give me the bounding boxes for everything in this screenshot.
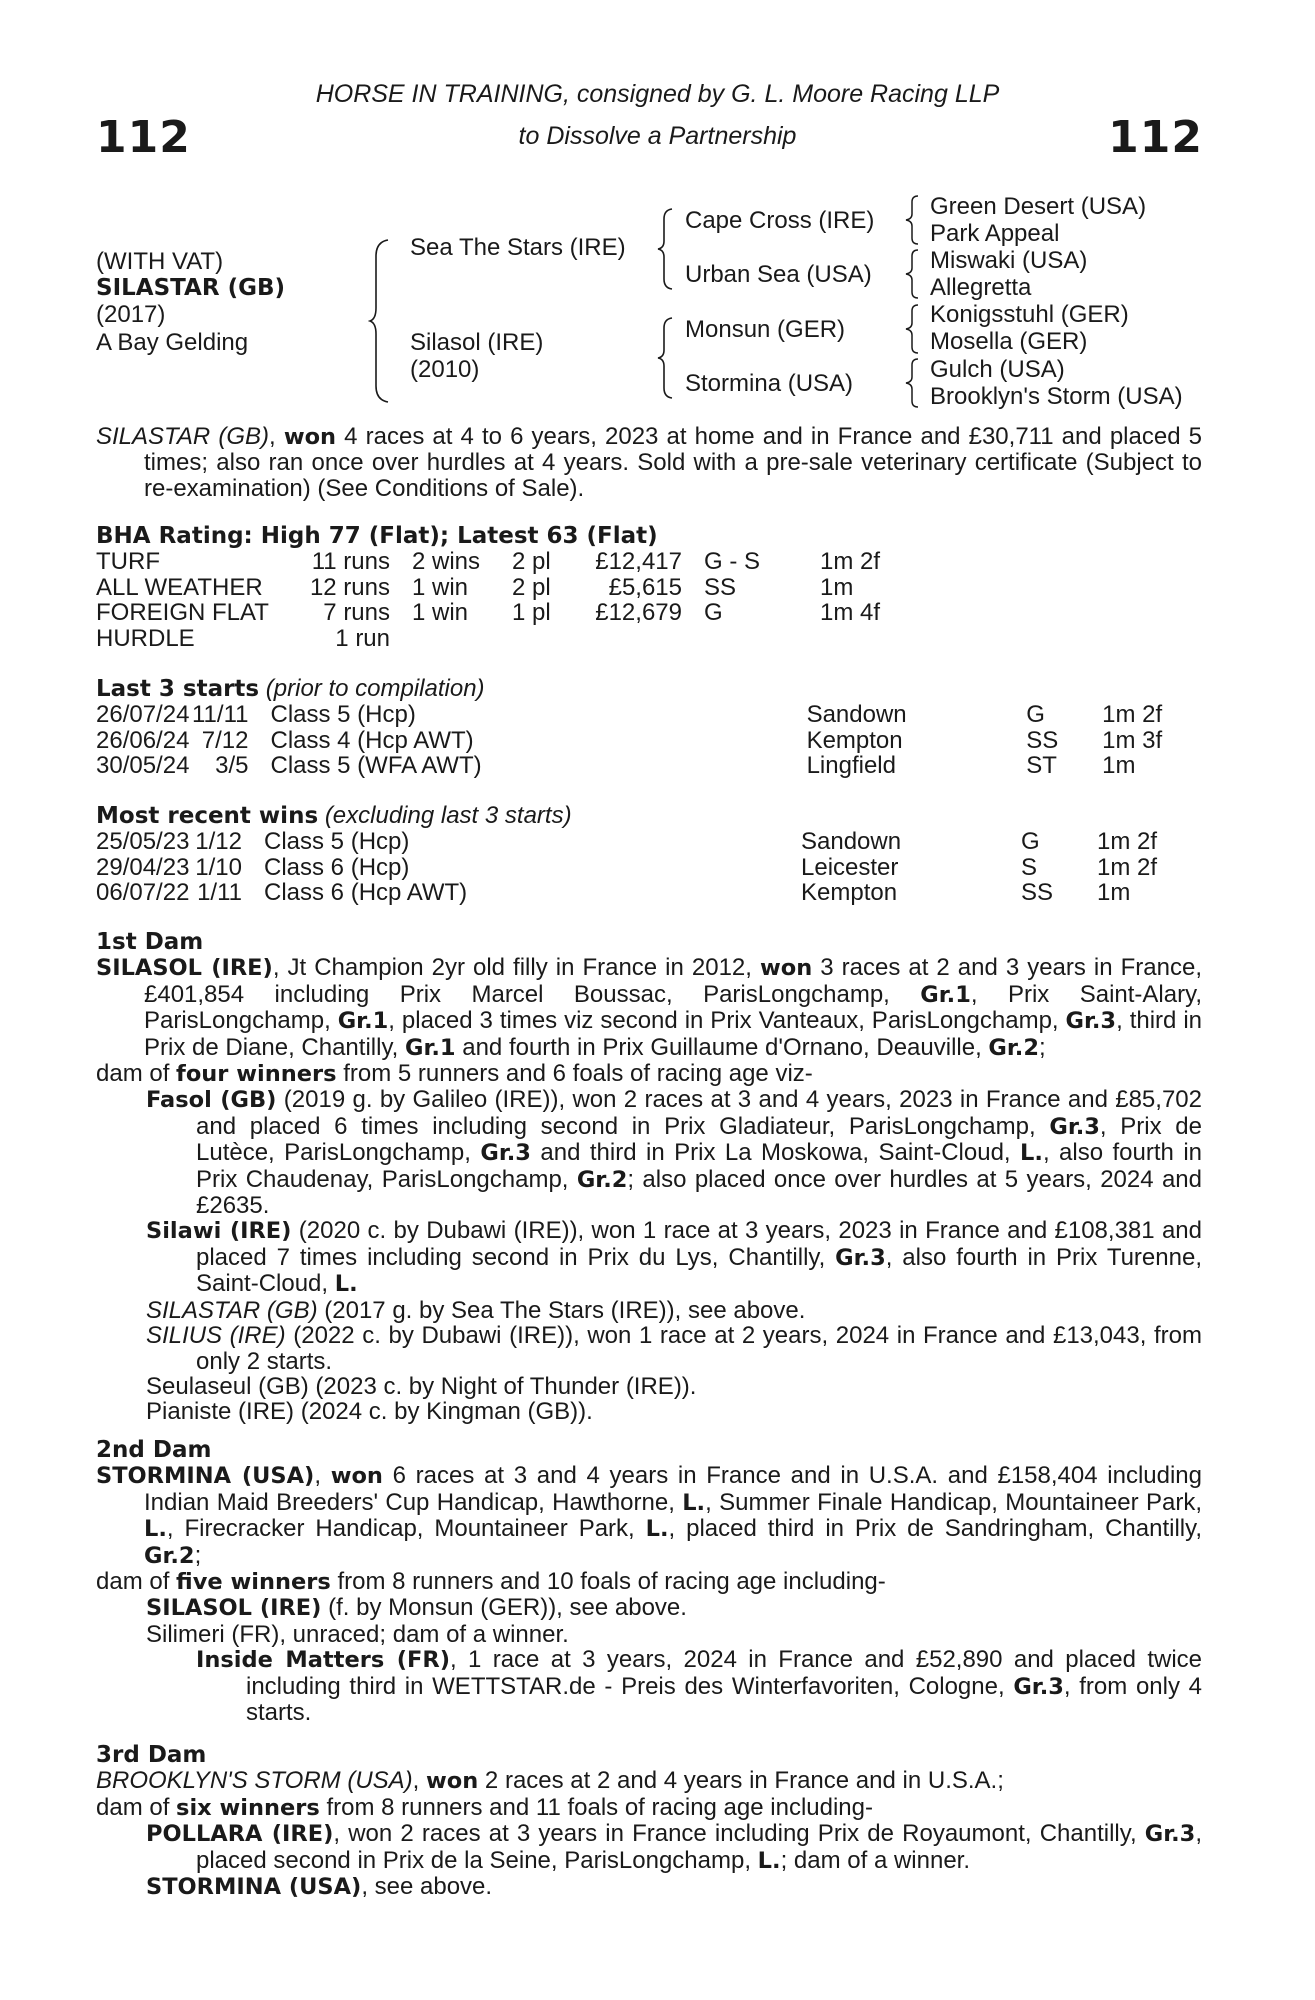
dam1-text: , third in Prix de Diane, Chantilly,: [144, 1007, 1202, 1061]
dam1-produce-line: [96, 1061, 1202, 1087]
dam2-text: ;: [194, 1541, 202, 1569]
dam2-text: , Firecracker Handicap, Mountaineer Park,: [166, 1515, 646, 1543]
last3-cell-course: Sandown: [806, 701, 907, 729]
produce-text: and third in Prix La Moskowa, Saint-Cloud,: [530, 1139, 1021, 1167]
rating-cell-wins: 2 wins: [412, 548, 481, 576]
recent-cell-pos: 1/11: [197, 879, 242, 907]
rating-row: [96, 600, 920, 625]
produce-text: , placed second in Prix de la Seine, ParisLongchamp,: [196, 1820, 1203, 1874]
grade-badge: Gr.3: [1013, 1673, 1064, 1700]
vat-note: (WITH VAT): [96, 248, 224, 275]
recent-cell-dist: 1m: [1097, 879, 1131, 907]
dam2-paragraph: [96, 1463, 1202, 1569]
dam1-text: , placed 3 times viz second in Prix Vanteaux, ParisLongchamp,: [388, 1007, 1066, 1035]
dam-sire: Monsun (GER): [685, 316, 846, 343]
dam2-text: dam of: [96, 1568, 177, 1596]
last3-cell-cls: Class 5 (WFA AWT): [270, 752, 482, 780]
dam2-text: 6 races at 3 and 4 years in France and in U.S.A. and £158,404 including Indian Maid Breeders' Cup Handicap, Hawthorne,: [144, 1462, 1202, 1516]
rating-row: [96, 575, 920, 600]
dam3-produce-line: [96, 1795, 1202, 1821]
last3-section: [96, 676, 1202, 779]
dam1-section: [96, 930, 1202, 1425]
recent-cell-date: 29/04/23: [96, 853, 190, 881]
rating-cell-runs: 7 runs: [323, 599, 390, 627]
dam1-text: , Jt Champion 2yr old filly in France in 2012,: [272, 954, 760, 982]
dam2-title: 2nd Dam: [96, 1437, 212, 1463]
dam2-name: STORMINA (USA): [96, 1463, 315, 1490]
dam3-title: 3rd Dam: [96, 1742, 207, 1768]
dam3-won: won: [426, 1768, 479, 1795]
produce-name: Fasol (GB): [146, 1087, 277, 1114]
last3-row: [96, 728, 1202, 753]
recent-cell-pos: 1/10: [195, 853, 242, 881]
last3-cell-date: 30/05/24: [96, 752, 190, 780]
gg-3: Miswaki (USA): [930, 247, 1088, 274]
produce-fasol: [96, 1087, 1202, 1218]
produce-name: SILASOL (IRE): [146, 1595, 322, 1622]
recent-cell-dist: 1m 2f: [1097, 853, 1158, 881]
intro-text: ,: [269, 423, 284, 450]
header-line-2: to Dissolve a Partnership: [518, 122, 797, 150]
last3-cell-cls: Class 4 (Hcp AWT): [270, 726, 474, 754]
produce-silawi: [96, 1218, 1202, 1297]
rating-cell-type: HURDLE: [96, 624, 195, 652]
rating-cell-wins: 1 win: [412, 573, 469, 601]
rating-cell-type: TURF: [96, 548, 160, 576]
last3-cell-date: 26/07/24: [96, 701, 190, 729]
rating-section: [96, 524, 1202, 651]
produce-silasol: [96, 1595, 1202, 1621]
rating-title: BHA Rating: High 77 (Flat); Latest 63 (Flat): [96, 523, 658, 549]
recent-cell-going: G: [1021, 828, 1040, 856]
gg-8: Brooklyn's Storm (USA): [930, 383, 1183, 410]
recent-cell-going: SS: [1021, 879, 1054, 907]
dam3-text: dam of: [96, 1793, 177, 1821]
rating-cell-runs: 12 runs: [309, 573, 390, 601]
dam1-text: 3 races at 2 and 3 years in France, £401,854 including Prix Marcel Boussac, ParisLongchamp,: [144, 954, 1202, 1008]
last3-cell-dist: 1m: [1102, 752, 1136, 780]
winners-count: four winners: [176, 1061, 337, 1088]
produce-text: (2019 g. by Galileo (IRE)), won 2 races at 3 and 4 years, 2023 in France and £85,702 and placed 6 times including second in Prix Gladiateur, ParisLongchamp,: [196, 1086, 1202, 1140]
grade-badge: Gr.2: [144, 1542, 195, 1569]
rating-cell-dist: 1m 2f: [820, 548, 881, 576]
sire-bracket: [656, 207, 676, 291]
dam1-paragraph: [96, 955, 1202, 1061]
last3-cell-cls: Class 5 (Hcp): [270, 701, 416, 729]
produce-text: , also fourth in Prix Chaudenay, ParisLongchamp,: [196, 1139, 1203, 1193]
intro-paragraph: [96, 424, 1202, 501]
last3-heading: [96, 676, 1202, 702]
sire-sire: Cape Cross (IRE): [685, 207, 875, 234]
recent-table: [96, 829, 1197, 905]
dam3-text: ,: [412, 1767, 426, 1795]
grade-badge: Gr.1: [920, 981, 971, 1008]
gg-6: Mosella (GER): [930, 328, 1088, 355]
gg-7: Gulch (USA): [930, 356, 1065, 383]
produce-text: , 1 race at 3 years, 2024 in France and £52,890 and placed twice including third in WETTSTAR.de - Preis des Winterfavoriten, Cologne,: [246, 1646, 1202, 1700]
grade-badge: Gr.1: [337, 1008, 389, 1035]
gp-bracket-2: [904, 248, 922, 300]
dam1-text: from 5 runners and 6 foals of racing age viz-: [336, 1060, 813, 1088]
last3-cell-pos: 11/11: [191, 701, 249, 729]
produce-stormina: [96, 1874, 1202, 1900]
dam1-won: won: [759, 955, 813, 982]
rating-cell-runs: 1 run: [335, 624, 390, 652]
produce-text: (f. by Monsun (GER)), see above.: [321, 1594, 687, 1622]
recent-cell-cls: Class 5 (Hcp): [264, 828, 410, 856]
recent-cell-course: Kempton: [801, 879, 898, 907]
produce-text: , won 2 races at 3 years in France including Prix de Royaumont, Chantilly,: [333, 1820, 1145, 1848]
dam2-produce-line: [96, 1569, 1202, 1595]
recent-cell-pos: 1/12: [195, 828, 242, 856]
dam2-text: , Summer Finale Handicap, Mountaineer Park,: [705, 1488, 1202, 1516]
gg-2: Park Appeal: [930, 220, 1060, 247]
rating-cell-going: [704, 626, 820, 651]
sire-name: Sea The Stars (IRE): [410, 234, 626, 261]
produce-silimeri: Silimeri (FR), unraced; dam of a winner.: [146, 1620, 569, 1648]
rating-table: [96, 549, 920, 651]
rating-cell-pl: [512, 626, 590, 651]
dam-name: Silasol (IRE): [410, 329, 544, 356]
last3-cell-pos: 3/5: [215, 752, 249, 780]
last3-cell-going: ST: [1026, 752, 1057, 780]
dam3-section: [96, 1743, 1202, 1900]
recent-heading: [96, 803, 1202, 829]
produce-text: , Prix de Lutèce, ParisLongchamp,: [196, 1112, 1202, 1167]
rating-cell-pl: 2 pl: [512, 573, 551, 601]
header-line-1: HORSE IN TRAINING, consigned by G. L. Moore Racing LLP: [315, 80, 1000, 108]
gp-bracket-1: [904, 194, 922, 246]
produce-text: ; also placed once over hurdles at 5 years, 2024 and £2635.: [196, 1165, 1203, 1220]
intro-horse-name: SILASTAR (GB): [96, 423, 270, 450]
gg-4: Allegretta: [930, 274, 1032, 301]
recent-title: Most recent wins: [96, 803, 319, 829]
last3-title: Last 3 starts: [96, 676, 260, 702]
intro-section: [96, 424, 1202, 501]
last3-cell-going: G: [1026, 701, 1045, 729]
rating-cell-type: ALL WEATHER: [96, 573, 263, 601]
dam1-text: dam of: [96, 1060, 177, 1088]
dam2-section: [96, 1438, 1202, 1725]
horse-year: (2017): [96, 301, 166, 328]
produce-name: Inside Matters (FR): [196, 1647, 450, 1674]
produce-name: SILIUS (IRE): [146, 1322, 286, 1350]
recent-section: [96, 803, 1202, 906]
last3-row: [96, 702, 1202, 727]
grade-badge: Gr.3: [835, 1244, 886, 1271]
produce-silastar: [96, 1298, 1202, 1323]
dam1-text: , Prix Saint-Alary, ParisLongchamp,: [144, 980, 1202, 1035]
produce-text: (2022 c. by Dubawi (IRE)), won 1 race at 2 years, 2024 in France and £13,043, from only 2 starts.: [196, 1322, 1202, 1375]
recent-row: [96, 829, 1197, 854]
sire-dam: Urban Sea (USA): [685, 261, 872, 288]
dam-year: (2010): [410, 356, 480, 383]
lot-number-right: 112: [1108, 112, 1203, 163]
produce-inside-matters: [96, 1647, 1202, 1725]
dam1-title: 1st Dam: [96, 929, 204, 955]
winners-count: five winners: [176, 1569, 331, 1596]
dam-dam: Stormina (USA): [685, 370, 854, 397]
last3-row: [96, 753, 1202, 778]
produce-text: (2017 g. by Sea The Stars (IRE)), see above.: [317, 1296, 806, 1324]
grade-badge: Gr.2: [988, 1034, 1039, 1061]
last3-cell-course: Kempton: [806, 726, 903, 754]
rating-row: [96, 626, 920, 651]
dam3-paragraph: [96, 1768, 1202, 1794]
horse-name: SILASTAR (GB): [96, 275, 285, 301]
produce-text: , also fourth in Prix Turenne, Saint-Cloud,: [196, 1243, 1202, 1298]
produce-name: STORMINA (USA): [146, 1874, 362, 1901]
dam2-won: won: [330, 1463, 383, 1490]
rating-cell-money: [590, 626, 704, 651]
grade-badge: L.: [334, 1271, 358, 1298]
gg-1: Green Desert (USA): [930, 193, 1147, 220]
gp-bracket-4: [904, 357, 922, 409]
gp-bracket-3: [904, 303, 922, 355]
rating-cell-money: £12,417: [595, 548, 682, 576]
produce-pollara: [96, 1821, 1202, 1874]
rating-cell-going: G: [704, 599, 723, 627]
dam3-text: from 8 runners and 11 foals of racing age including-: [319, 1793, 873, 1821]
recent-cell-cls: Class 6 (Hcp AWT): [264, 879, 468, 907]
pedigree-bracket-main: [368, 238, 392, 404]
produce-text: (2020 c. by Dubawi (IRE)), won 1 race at 3 years, 2023 in France and £108,381 and placed 7 times including second in Prix du Lys, Chantilly,: [196, 1217, 1202, 1271]
intro-won: won: [283, 424, 337, 450]
grade-badge: L.: [682, 1489, 706, 1516]
produce-name: SILASTAR (GB): [146, 1296, 318, 1324]
rating-row: [96, 549, 920, 574]
grade-badge: Gr.3: [1144, 1821, 1196, 1848]
last3-cell-course: Lingfield: [806, 752, 896, 780]
dam1-text: and fourth in Prix Guillaume d'Ornano, Deauville,: [455, 1033, 989, 1061]
rating-cell-wins: 1 win: [412, 599, 469, 627]
recent-row: [96, 855, 1197, 880]
rating-cell-runs: 11 runs: [311, 548, 390, 576]
rating-cell-money: £12,679: [595, 599, 682, 627]
last3-cell-date: 26/06/24: [96, 726, 190, 754]
recent-cell-cls: Class 6 (Hcp): [264, 853, 410, 881]
rating-cell-going: SS: [704, 573, 737, 601]
rating-cell-wins: [412, 626, 512, 651]
dam1-name: SILASOL (IRE): [96, 955, 273, 982]
produce-text: ; dam of a winner.: [780, 1846, 970, 1874]
dam1-text: ;: [1038, 1033, 1046, 1061]
winners-count: six winners: [176, 1794, 320, 1821]
produce-text: , see above.: [361, 1873, 493, 1901]
last3-note: (prior to compilation): [265, 675, 485, 702]
recent-cell-dist: 1m 2f: [1097, 828, 1158, 856]
grade-badge: L.: [645, 1516, 669, 1543]
rating-cell-dist: [820, 626, 920, 651]
grade-badge: L.: [757, 1847, 781, 1874]
last3-cell-pos: 7/12: [201, 726, 249, 754]
dam2-text: from 8 runners and 10 foals of racing age including-: [330, 1568, 886, 1596]
produce-name: Silawi (IRE): [146, 1218, 292, 1245]
rating-cell-type: FOREIGN FLAT: [96, 599, 269, 627]
grade-badge: Gr.3: [1049, 1113, 1100, 1140]
lot-number-left: 112: [96, 112, 191, 163]
produce-pianiste: Pianiste (IRE) (2024 c. by Kingman (GB)).: [146, 1398, 593, 1426]
recent-cell-going: S: [1021, 853, 1038, 881]
grade-badge: L.: [1020, 1140, 1043, 1167]
recent-cell-date: 25/05/23: [96, 828, 190, 856]
grade-badge: Gr.1: [405, 1034, 456, 1061]
grade-badge: Gr.3: [480, 1140, 531, 1167]
dam3-name: BROOKLYN'S STORM (USA): [96, 1767, 413, 1795]
produce-text: , from only 4 starts.: [246, 1672, 1203, 1727]
intro-text: 4 races at 4 to 6 years, 2023 at home and in France and £30,711 and placed 5 times; also ran once over hurdles at 4 years. Sold with a pre-sale veterinary certificate (Subject to re-examination) (See Conditions of Sale).: [144, 423, 1202, 502]
produce-seulaseul: Seulaseul (GB) (2023 c. by Night of Thunder (IRE)).: [146, 1372, 697, 1400]
produce-name: POLLARA (IRE): [146, 1821, 334, 1848]
last3-cell-going: SS: [1026, 726, 1059, 754]
grade-badge: Gr.3: [1065, 1008, 1117, 1035]
recent-note: (excluding last 3 starts): [324, 802, 572, 829]
produce-silius: [96, 1323, 1202, 1374]
grade-badge: Gr.2: [576, 1166, 628, 1193]
grade-badge: L.: [144, 1516, 167, 1543]
rating-cell-dist: 1m 4f: [820, 599, 881, 627]
recent-row: [96, 880, 1197, 905]
rating-cell-going: G - S: [704, 548, 761, 576]
last3-table: [96, 702, 1202, 778]
dam-bracket: [656, 316, 676, 400]
last3-cell-dist: 1m 3f: [1102, 726, 1163, 754]
dam3-text: 2 races at 2 and 4 years in France and in U.S.A.;: [478, 1767, 1004, 1795]
recent-cell-date: 06/07/22: [96, 879, 190, 907]
horse-description: A Bay Gelding: [96, 329, 249, 356]
gg-5: Konigsstuhl (GER): [930, 301, 1129, 328]
rating-cell-pl: 2 pl: [512, 548, 551, 576]
dam2-text: , placed third in Prix de Sandringham, Chantilly,: [668, 1515, 1203, 1543]
rating-cell-money: £5,615: [608, 573, 682, 601]
last3-cell-dist: 1m 2f: [1102, 701, 1163, 729]
recent-cell-course: Sandown: [801, 828, 902, 856]
recent-cell-course: Leicester: [801, 853, 899, 881]
dam2-text: ,: [314, 1462, 331, 1490]
rating-cell-pl: 1 pl: [512, 599, 551, 627]
rating-cell-dist: 1m: [820, 573, 854, 601]
